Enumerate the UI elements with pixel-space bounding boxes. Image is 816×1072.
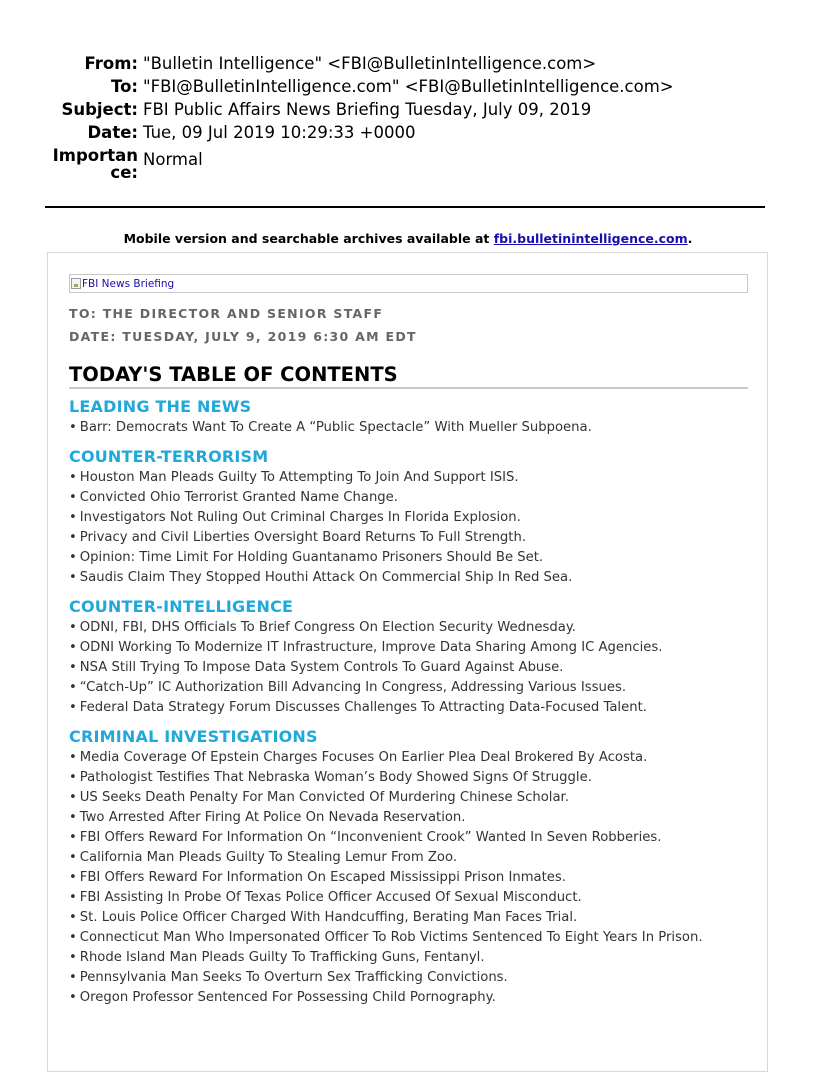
bullet-icon: • — [69, 620, 77, 635]
bullet-icon: • — [69, 420, 77, 435]
date-value: Tue, 09 Jul 2019 10:29:33 +0000 — [143, 123, 416, 142]
bullet-icon: • — [69, 950, 77, 965]
from-value: "Bulletin Intelligence" <FBI@BulletinIntelligence.com> — [143, 54, 597, 73]
bullet-icon: • — [69, 790, 77, 805]
bullet-icon: • — [69, 640, 77, 655]
from-row — [0, 52, 816, 75]
toc-item-text: Convicted Ohio Terrorist Granted Name Change. — [79, 490, 398, 505]
bullet-icon: • — [69, 490, 77, 505]
toc-item[interactable] — [69, 748, 759, 768]
bullet-icon: • — [69, 870, 77, 885]
toc-item[interactable] — [69, 678, 759, 698]
bullet-icon: • — [69, 550, 77, 565]
bullet-icon: • — [69, 930, 77, 945]
to-row — [0, 75, 816, 98]
toc-item-text: Privacy and Civil Liberties Oversight Board Returns To Full Strength. — [79, 530, 527, 545]
toc-item[interactable] — [69, 808, 759, 828]
broken-image-icon — [71, 278, 81, 289]
from-label: From: — [84, 54, 138, 73]
banner-alt-text: FBI News Briefing — [82, 277, 175, 290]
bullet-icon: • — [69, 910, 77, 925]
importance-value: Normal — [143, 150, 203, 169]
mobile-notice-text: Mobile version and searchable archives available at — [123, 231, 490, 246]
toc-item[interactable] — [69, 908, 759, 928]
toc-item[interactable] — [69, 888, 759, 908]
bullet-icon: • — [69, 830, 77, 845]
importance-label: Importance: — [52, 146, 138, 182]
toc-item[interactable] — [69, 768, 759, 788]
toc-item-text: NSA Still Trying To Impose Data System Controls To Guard Against Abuse. — [79, 660, 564, 675]
toc-title: TODAY'S TABLE OF CONTENTS — [69, 363, 748, 389]
bullet-icon: • — [69, 680, 77, 695]
toc-item-text: US Seeks Death Penalty For Man Convicted Of Murdering Chinese Scholar. — [79, 790, 569, 805]
email-header — [0, 52, 816, 185]
section-heading[interactable]: COUNTER-INTELLIGENCE — [69, 597, 294, 616]
bullet-icon: • — [69, 660, 77, 675]
toc-item[interactable] — [69, 638, 759, 658]
to-value: "FBI@BulletinIntelligence.com" <FBI@BulletinIntelligence.com> — [143, 77, 674, 96]
mobile-notice — [0, 231, 816, 246]
toc-item-text: Oregon Professor Sentenced For Possessing Child Pornography. — [79, 990, 496, 1005]
toc-item-text: FBI Offers Reward For Information On “Inconvenient Crook” Wanted In Seven Robberies. — [79, 830, 662, 845]
toc-item[interactable] — [69, 788, 759, 808]
subject-row — [0, 98, 816, 121]
toc-item[interactable] — [69, 618, 759, 638]
toc-item[interactable] — [69, 828, 759, 848]
toc-item[interactable] — [69, 568, 759, 588]
bullet-icon: • — [69, 770, 77, 785]
toc-item[interactable] — [69, 948, 759, 968]
bullet-icon: • — [69, 570, 77, 585]
toc-item-text: Connecticut Man Who Impersonated Officer To Rob Victims Sentenced To Eight Years In Prison. — [79, 930, 703, 945]
toc-item[interactable] — [69, 488, 759, 508]
toc-item[interactable] — [69, 968, 759, 988]
bullet-icon: • — [69, 750, 77, 765]
bullet-icon: • — [69, 990, 77, 1005]
toc-item-text: Federal Data Strategy Forum Discusses Challenges To Attracting Data-Focused Talent. — [79, 700, 647, 715]
toc-item-text: Opinion: Time Limit For Holding Guantanamo Prisoners Should Be Set. — [79, 550, 544, 565]
toc-item[interactable] — [69, 988, 759, 1008]
toc-item-text: FBI Assisting In Probe Of Texas Police Officer Accused Of Sexual Misconduct. — [79, 890, 582, 905]
toc-item-text: Houston Man Pleads Guilty To Attempting To Join And Support ISIS. — [79, 470, 519, 485]
date-row — [0, 121, 816, 144]
toc-item-text: Two Arrested After Firing At Police On Nevada Reservation. — [79, 810, 466, 825]
toc-item[interactable] — [69, 658, 759, 678]
briefing-date-line: DATE: TUESDAY, JULY 9, 2019 6:30 AM EDT — [69, 329, 417, 344]
toc-item[interactable] — [69, 418, 759, 438]
toc-item-text: FBI Offers Reward For Information On Escaped Mississippi Prison Inmates. — [79, 870, 566, 885]
section-heading[interactable]: COUNTER-TERRORISM — [69, 447, 269, 466]
toc-item-text: ODNI, FBI, DHS Officials To Brief Congress On Election Security Wednesday. — [79, 620, 576, 635]
importance-row — [0, 145, 816, 185]
to-label: To: — [111, 77, 138, 96]
archive-link[interactable]: fbi.bulletinintelligence.com — [493, 231, 688, 246]
briefing-banner[interactable] — [69, 274, 748, 293]
toc-item[interactable] — [69, 528, 759, 548]
header-divider — [45, 206, 765, 208]
toc-item-text: California Man Pleads Guilty To Stealing Lemur From Zoo. — [79, 850, 458, 865]
briefing-panel — [47, 252, 768, 1072]
toc-item-text: St. Louis Police Officer Charged With Handcuffing, Berating Man Faces Trial. — [79, 910, 578, 925]
subject-label: Subject: — [61, 100, 138, 119]
bullet-icon: • — [69, 530, 77, 545]
bullet-icon: • — [69, 810, 77, 825]
toc-item-text: Pennsylvania Man Seeks To Overturn Sex Trafficking Convictions. — [79, 970, 508, 985]
mobile-notice-end: . — [687, 231, 693, 246]
section-heading[interactable]: LEADING THE NEWS — [69, 397, 252, 416]
toc-item[interactable] — [69, 868, 759, 888]
toc-item[interactable] — [69, 848, 759, 868]
bullet-icon: • — [69, 850, 77, 865]
toc-item-text: ODNI Working To Modernize IT Infrastructure, Improve Data Sharing Among IC Agencies. — [79, 640, 663, 655]
toc-item[interactable] — [69, 928, 759, 948]
subject-value: FBI Public Affairs News Briefing Tuesday, July 09, 2019 — [143, 100, 592, 119]
toc-item[interactable] — [69, 548, 759, 568]
toc-item-text: Investigators Not Ruling Out Criminal Charges In Florida Explosion. — [79, 510, 521, 525]
toc-item-text: Pathologist Testifies That Nebraska Woman’s Body Showed Signs Of Struggle. — [79, 770, 592, 785]
bullet-icon: • — [69, 510, 77, 525]
toc-item[interactable] — [69, 698, 759, 718]
recipient-line: TO: THE DIRECTOR AND SENIOR STAFF — [69, 306, 384, 321]
bullet-icon: • — [69, 700, 77, 715]
toc-item-text: Barr: Democrats Want To Create A “Public Spectacle” With Mueller Subpoena. — [79, 420, 592, 435]
bullet-icon: • — [69, 470, 77, 485]
toc-sections — [69, 396, 759, 1008]
section-heading[interactable]: CRIMINAL INVESTIGATIONS — [69, 727, 318, 746]
bullet-icon: • — [69, 970, 77, 985]
toc-item-text: Saudis Claim They Stopped Houthi Attack On Commercial Ship In Red Sea. — [79, 570, 573, 585]
toc-item[interactable] — [69, 508, 759, 528]
toc-item-text: Media Coverage Of Epstein Charges Focuses On Earlier Plea Deal Brokered By Acosta. — [79, 750, 648, 765]
date-label: Date: — [87, 123, 138, 142]
bullet-icon: • — [69, 890, 77, 905]
toc-item[interactable] — [69, 468, 759, 488]
toc-item-text: Rhode Island Man Pleads Guilty To Trafficking Guns, Fentanyl. — [79, 950, 485, 965]
toc-item-text: “Catch-Up” IC Authorization Bill Advancing In Congress, Addressing Various Issues. — [79, 680, 627, 695]
